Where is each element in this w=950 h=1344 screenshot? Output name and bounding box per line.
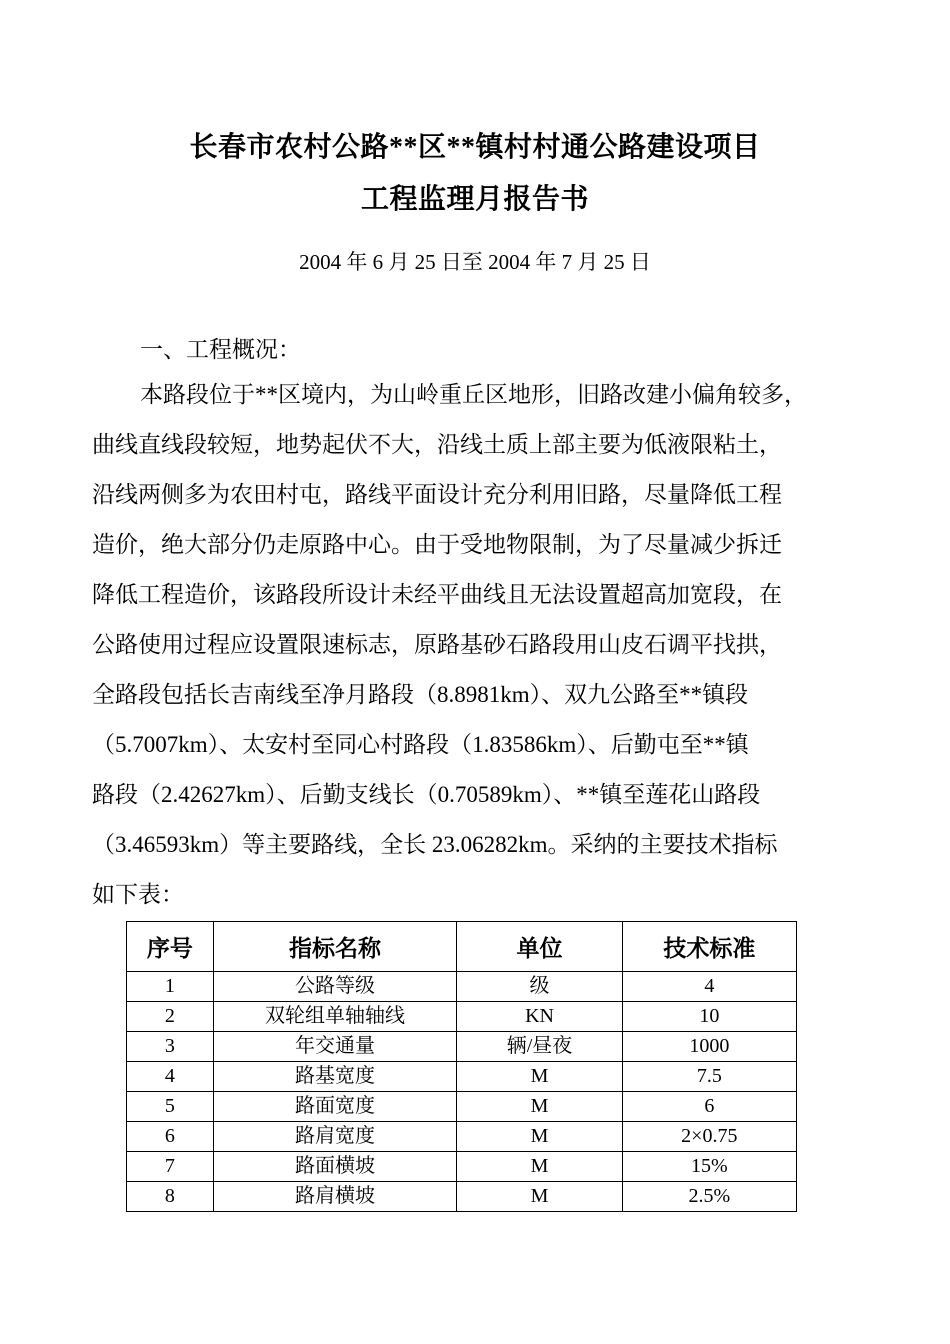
paragraph-line: 造价，绝大部分仍走原路中心。由于受地物限制，为了尽量减少拆迁	[92, 532, 782, 557]
paragraph-line: 沿线两侧多为农田村屯，路线平面设计充分利用旧路，尽量降低工程	[92, 482, 782, 507]
table-row	[127, 1032, 797, 1062]
paragraph-line: 全路段包括长吉南线至净月路段（8.8981km）、双九公路至**镇段	[92, 682, 749, 707]
table-cell-name: 路面宽度	[213, 1092, 457, 1122]
table-header-row	[127, 922, 797, 972]
table-row	[127, 1152, 797, 1182]
paragraph-line: 如下表：	[92, 882, 184, 907]
header-indicator-name: 指标名称	[213, 922, 457, 972]
paragraph-line: 曲线直线段较短，地势起伏不大，沿线土质上部主要为低液限粘土，	[92, 432, 782, 457]
table-row	[127, 1002, 797, 1032]
table-cell-name: 年交通量	[213, 1032, 457, 1062]
table-cell-unit: M	[457, 1152, 622, 1182]
table-cell-unit: KN	[457, 1002, 622, 1032]
header-technical-standard: 技术标准	[622, 922, 796, 972]
table-cell-standard: 10	[622, 1002, 796, 1032]
table-row	[127, 1182, 797, 1212]
paragraph-line: 本路段位于**区境内，为山岭重丘区地形，旧路改建小偏角较多，	[140, 382, 807, 407]
table-cell-serial: 6	[127, 1122, 214, 1152]
table-cell-unit: M	[457, 1062, 622, 1092]
paragraph-line: （3.46593km）等主要路线，全长 23.06282km。采纳的主要技术指标	[92, 832, 778, 857]
table-cell-unit: 级	[457, 972, 622, 1002]
table-cell-name: 路基宽度	[213, 1062, 457, 1092]
table-row	[127, 972, 797, 1002]
table-cell-name: 公路等级	[213, 972, 457, 1002]
document-subtitle: 工程监理月报告书	[360, 184, 589, 215]
table-cell-standard: 15%	[622, 1152, 796, 1182]
table-cell-standard: 2×0.75	[622, 1122, 796, 1152]
table-cell-name: 路肩横坡	[213, 1182, 457, 1212]
table-cell-standard: 1000	[622, 1032, 796, 1062]
table-cell-serial: 2	[127, 1002, 214, 1032]
table-cell-name: 双轮组单轴轴线	[213, 1002, 457, 1032]
paragraph-line: 路段（2.42627km）、后勤支线长（0.70589km）、**镇至莲花山路段	[92, 782, 761, 807]
table-cell-serial: 5	[127, 1092, 214, 1122]
technical-spec-table	[126, 921, 797, 1212]
table-cell-name: 路面横坡	[213, 1152, 457, 1182]
table-cell-serial: 4	[127, 1062, 214, 1092]
paragraph-line: 降低工程造价，该路段所设计未经平曲线且无法设置超高加宽段，在	[92, 582, 782, 607]
header-unit: 单位	[457, 922, 622, 972]
section-heading: 一、工程概况：	[140, 337, 301, 362]
table-row	[127, 1092, 797, 1122]
table-row	[127, 1062, 797, 1092]
table-cell-serial: 1	[127, 972, 214, 1002]
table-cell-serial: 8	[127, 1182, 214, 1212]
table-cell-standard: 2.5%	[622, 1182, 796, 1212]
paragraph-line: （5.7007km）、太安村至同心村路段（1.83586km）、后勤屯至**镇	[92, 732, 749, 757]
table-cell-standard: 4	[622, 972, 796, 1002]
table-row	[127, 1122, 797, 1152]
table-cell-unit: M	[457, 1182, 622, 1212]
project-overview-paragraph	[92, 370, 872, 920]
table-cell-serial: 7	[127, 1152, 214, 1182]
table-cell-serial: 3	[127, 1032, 214, 1062]
table-cell-unit: 辆/昼夜	[457, 1032, 622, 1062]
document-title: 长春市农村公路**区**镇村村通公路建设项目	[189, 132, 761, 163]
paragraph-line: 公路使用过程应设置限速标志，原路基砂石路段用山皮石调平找拱，	[92, 632, 782, 657]
table-cell-name: 路肩宽度	[213, 1122, 457, 1152]
table-cell-standard: 7.5	[622, 1062, 796, 1092]
report-date-range: 2004 年 6 月 25 日至 2004 年 7 月 25 日	[299, 250, 651, 274]
table-cell-standard: 6	[622, 1092, 796, 1122]
table-cell-unit: M	[457, 1122, 622, 1152]
table-cell-unit: M	[457, 1092, 622, 1122]
header-serial-number: 序号	[127, 922, 214, 972]
